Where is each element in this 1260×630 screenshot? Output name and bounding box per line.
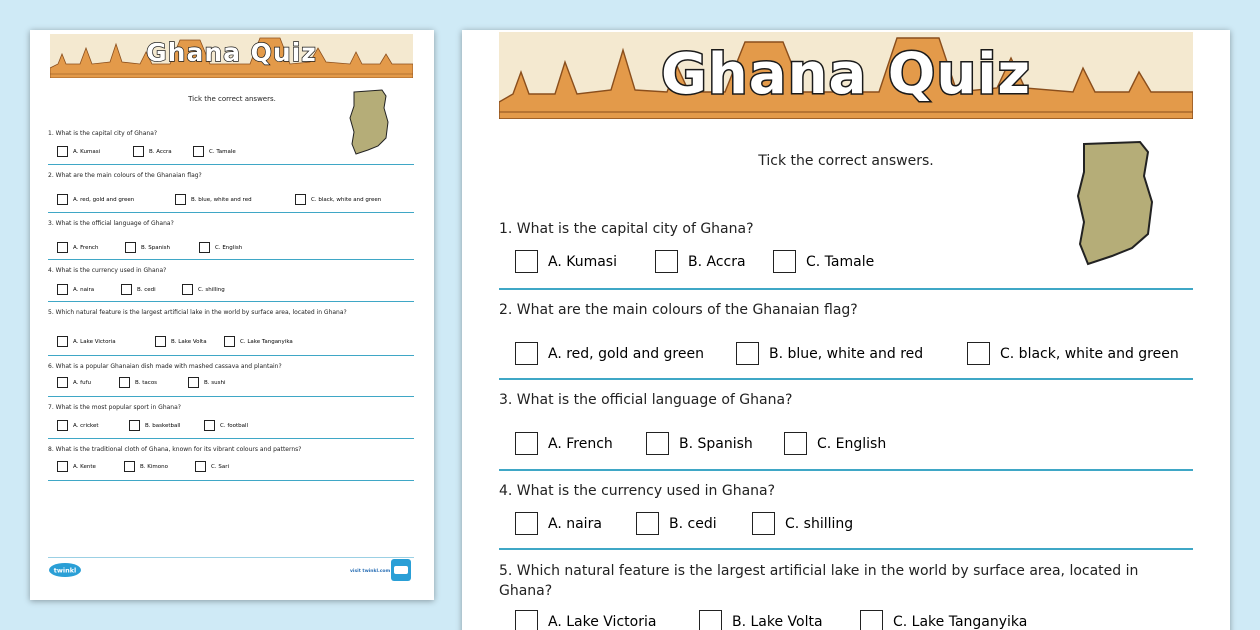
question-1 [48, 130, 388, 138]
answer-option[interactable] [57, 194, 134, 205]
answer-label: B. Accra [688, 253, 746, 270]
answer-option[interactable] [121, 284, 156, 295]
answer-label: A. Kente [73, 463, 96, 470]
answer-label: C. English [817, 435, 887, 452]
answer-label: B. Lake Volta [171, 338, 207, 345]
question-divider [48, 438, 414, 439]
answer-label: B. basketball [145, 422, 181, 429]
svg-text:twinkl: twinkl [53, 566, 77, 575]
answer-checkbox[interactable] [515, 432, 538, 455]
question-divider [499, 469, 1193, 471]
question-divider [48, 259, 414, 260]
answer-checkbox[interactable] [175, 194, 186, 205]
answer-option[interactable] [515, 250, 617, 273]
answer-option[interactable] [224, 336, 293, 347]
answer-checkbox[interactable] [224, 336, 235, 347]
answer-checkbox[interactable] [699, 610, 722, 630]
question-1 [499, 219, 1159, 239]
answer-option[interactable] [295, 194, 381, 205]
answer-option[interactable] [193, 146, 236, 157]
answer-option[interactable] [636, 512, 717, 535]
answer-checkbox[interactable] [773, 250, 796, 273]
answer-option[interactable] [515, 432, 613, 455]
answer-label: B. Spanish [141, 244, 170, 251]
answer-checkbox[interactable] [57, 420, 68, 431]
answer-option[interactable] [967, 342, 1179, 365]
answer-checkbox[interactable] [655, 250, 678, 273]
answer-label: B. Spanish [679, 435, 753, 452]
answer-checkbox[interactable] [57, 242, 68, 253]
answer-checkbox[interactable] [515, 512, 538, 535]
answer-checkbox[interactable] [193, 146, 204, 157]
answer-option[interactable] [182, 284, 225, 295]
answer-label: C. Lake Tanganyika [240, 338, 293, 345]
twinkl-logo-icon [48, 562, 82, 578]
answer-checkbox[interactable] [129, 420, 140, 431]
answer-label: B. blue, white and red [191, 196, 252, 203]
answer-checkbox[interactable] [125, 242, 136, 253]
footer-divider [48, 557, 414, 558]
answer-label: A. cricket [73, 422, 99, 429]
twinkl-badge-icon [390, 558, 412, 582]
question-text: 6. What is a popular Ghanaian dish made with mashed cassava and plantain? [48, 363, 282, 370]
answer-checkbox[interactable] [57, 194, 68, 205]
question-4 [499, 481, 1159, 501]
answer-label: B. sushi [204, 379, 226, 386]
answer-option[interactable] [57, 336, 116, 347]
question-text: 5. Which natural feature is the largest artificial lake in the world by surface area, located in Ghana? [48, 309, 347, 316]
question-text: 2. What are the main colours of the Ghanaian flag? [499, 302, 858, 318]
question-text: 3. What is the official language of Ghana? [499, 392, 793, 408]
question-text: 5. Which natural feature is the largest artificial lake in the world by surface area, located in Ghana? [499, 563, 1139, 599]
question-text: 3. What is the official language of Ghana? [48, 220, 174, 227]
answer-label: A. red, gold and green [548, 345, 704, 362]
answer-checkbox[interactable] [860, 610, 883, 630]
answer-label: C. black, white and green [311, 196, 382, 203]
question-text: 8. What is the traditional cloth of Ghana, known for its vibrant colours and patterns? [48, 446, 302, 453]
question-divider [499, 548, 1193, 550]
answer-label: C. black, white and green [1000, 345, 1179, 362]
answer-label: A. red, gold and green [73, 196, 135, 203]
answer-option[interactable] [129, 420, 180, 431]
answer-label: C. Lake Tanganyika [893, 613, 1028, 630]
question-text: 1. What is the capital city of Ghana? [48, 130, 158, 137]
answer-checkbox[interactable] [57, 336, 68, 347]
question-divider [48, 480, 414, 481]
answer-option[interactable] [736, 342, 923, 365]
answer-checkbox[interactable] [57, 377, 68, 388]
answer-label: A. Lake Victoria [548, 613, 657, 630]
question-2 [48, 172, 388, 180]
question-3 [499, 390, 1159, 410]
answer-option[interactable] [204, 420, 248, 431]
answer-option[interactable] [175, 194, 252, 205]
answer-checkbox[interactable] [133, 146, 144, 157]
answer-label: A. naira [548, 515, 602, 532]
answer-label: B. Accra [149, 148, 172, 155]
quiz-title: Ghana Quiz [660, 42, 1032, 107]
question-divider [48, 396, 414, 397]
answer-checkbox[interactable] [636, 512, 659, 535]
answer-label: C. Tamale [806, 253, 875, 270]
answer-label: B. Lake Volta [732, 613, 823, 630]
question-8 [48, 446, 388, 454]
answer-label: B. cedi [669, 515, 717, 532]
answer-label: B. cedi [137, 286, 156, 293]
question-6 [48, 363, 388, 371]
answer-label: A. Kumasi [548, 253, 617, 270]
question-divider [499, 288, 1193, 290]
answer-option[interactable] [655, 250, 746, 273]
answer-checkbox[interactable] [188, 377, 199, 388]
instruction-text: Tick the correct answers. [758, 153, 934, 169]
question-5 [48, 309, 388, 317]
answer-label: A. naira [73, 286, 95, 293]
answer-option[interactable] [57, 242, 98, 253]
answer-checkbox[interactable] [119, 377, 130, 388]
answer-checkbox[interactable] [155, 336, 166, 347]
answer-label: C. Tamale [209, 148, 236, 155]
question-divider [48, 164, 414, 165]
answer-checkbox[interactable] [124, 461, 135, 472]
answer-label: A. Lake Victoria [73, 338, 116, 345]
answer-option[interactable] [515, 512, 602, 535]
answer-label: A. French [73, 244, 99, 251]
answer-checkbox[interactable] [736, 342, 759, 365]
question-4 [48, 267, 388, 275]
answer-option[interactable] [125, 242, 170, 253]
answer-option[interactable] [155, 336, 207, 347]
answer-label: B. blue, white and red [769, 345, 924, 362]
answer-option[interactable] [133, 146, 172, 157]
answer-option[interactable] [784, 432, 886, 455]
answer-option[interactable] [57, 146, 100, 157]
question-divider [48, 355, 414, 356]
answer-option[interactable] [515, 342, 704, 365]
answer-option[interactable] [773, 250, 874, 273]
answer-checkbox[interactable] [752, 512, 775, 535]
answer-checkbox[interactable] [121, 284, 132, 295]
worksheet-zoomed[interactable] [462, 30, 1230, 630]
question-7 [48, 404, 388, 412]
answer-option[interactable] [199, 242, 242, 253]
footer-url: visit twinkl.com [350, 569, 391, 574]
question-text: 2. What are the main colours of the Ghanaian flag? [48, 172, 202, 179]
worksheet-thumbnail[interactable] [30, 30, 434, 600]
answer-checkbox[interactable] [646, 432, 669, 455]
answer-checkbox[interactable] [515, 610, 538, 630]
answer-checkbox[interactable] [515, 342, 538, 365]
ghana-map-icon [348, 88, 392, 158]
ghana-map-icon [1074, 138, 1160, 270]
answer-option[interactable] [699, 610, 823, 630]
answer-label: C. Sari [211, 463, 229, 470]
answer-label: B. Kimono [140, 463, 168, 470]
answer-option[interactable] [515, 610, 656, 630]
answer-option[interactable] [752, 512, 853, 535]
answer-option[interactable] [57, 284, 94, 295]
question-divider [48, 301, 414, 302]
question-text: 1. What is the capital city of Ghana? [499, 221, 754, 237]
answer-label: A. French [548, 435, 613, 452]
answer-checkbox[interactable] [515, 250, 538, 273]
answer-option[interactable] [646, 432, 753, 455]
question-3 [48, 220, 388, 228]
question-5 [499, 561, 1159, 601]
question-text: 7. What is the most popular sport in Ghana? [48, 404, 181, 411]
answer-checkbox[interactable] [967, 342, 990, 365]
answer-label: C. shilling [785, 515, 854, 532]
answer-option[interactable] [124, 461, 168, 472]
answer-checkbox[interactable] [182, 284, 193, 295]
answer-label: A. fufu [73, 379, 92, 386]
answer-checkbox[interactable] [199, 242, 210, 253]
question-text: 4. What is the currency used in Ghana? [48, 267, 167, 274]
answer-option[interactable] [195, 461, 229, 472]
answer-option[interactable] [57, 377, 91, 388]
question-2 [499, 300, 1159, 320]
answer-label: A. Kumasi [73, 148, 101, 155]
question-divider [499, 378, 1193, 380]
answer-option[interactable] [57, 420, 99, 431]
answer-option[interactable] [57, 461, 96, 472]
answer-option[interactable] [188, 377, 226, 388]
answer-label: C. shilling [198, 286, 225, 293]
answer-label: C. football [220, 422, 249, 429]
instruction-text: Tick the correct answers. [188, 95, 276, 103]
answer-checkbox[interactable] [195, 461, 206, 472]
answer-label: C. English [215, 244, 243, 251]
question-text: 4. What is the currency used in Ghana? [499, 483, 776, 499]
answer-checkbox[interactable] [295, 194, 306, 205]
answer-option[interactable] [119, 377, 157, 388]
quiz-title: Ghana Quiz [146, 38, 317, 67]
answer-checkbox[interactable] [57, 146, 68, 157]
answer-label: B. tacos [135, 379, 158, 386]
title-banner [499, 32, 1193, 119]
answer-checkbox[interactable] [57, 284, 68, 295]
answer-checkbox[interactable] [784, 432, 807, 455]
answer-checkbox[interactable] [204, 420, 215, 431]
question-divider [48, 212, 414, 213]
answer-option[interactable] [860, 610, 1027, 630]
title-banner [50, 34, 413, 78]
answer-checkbox[interactable] [57, 461, 68, 472]
